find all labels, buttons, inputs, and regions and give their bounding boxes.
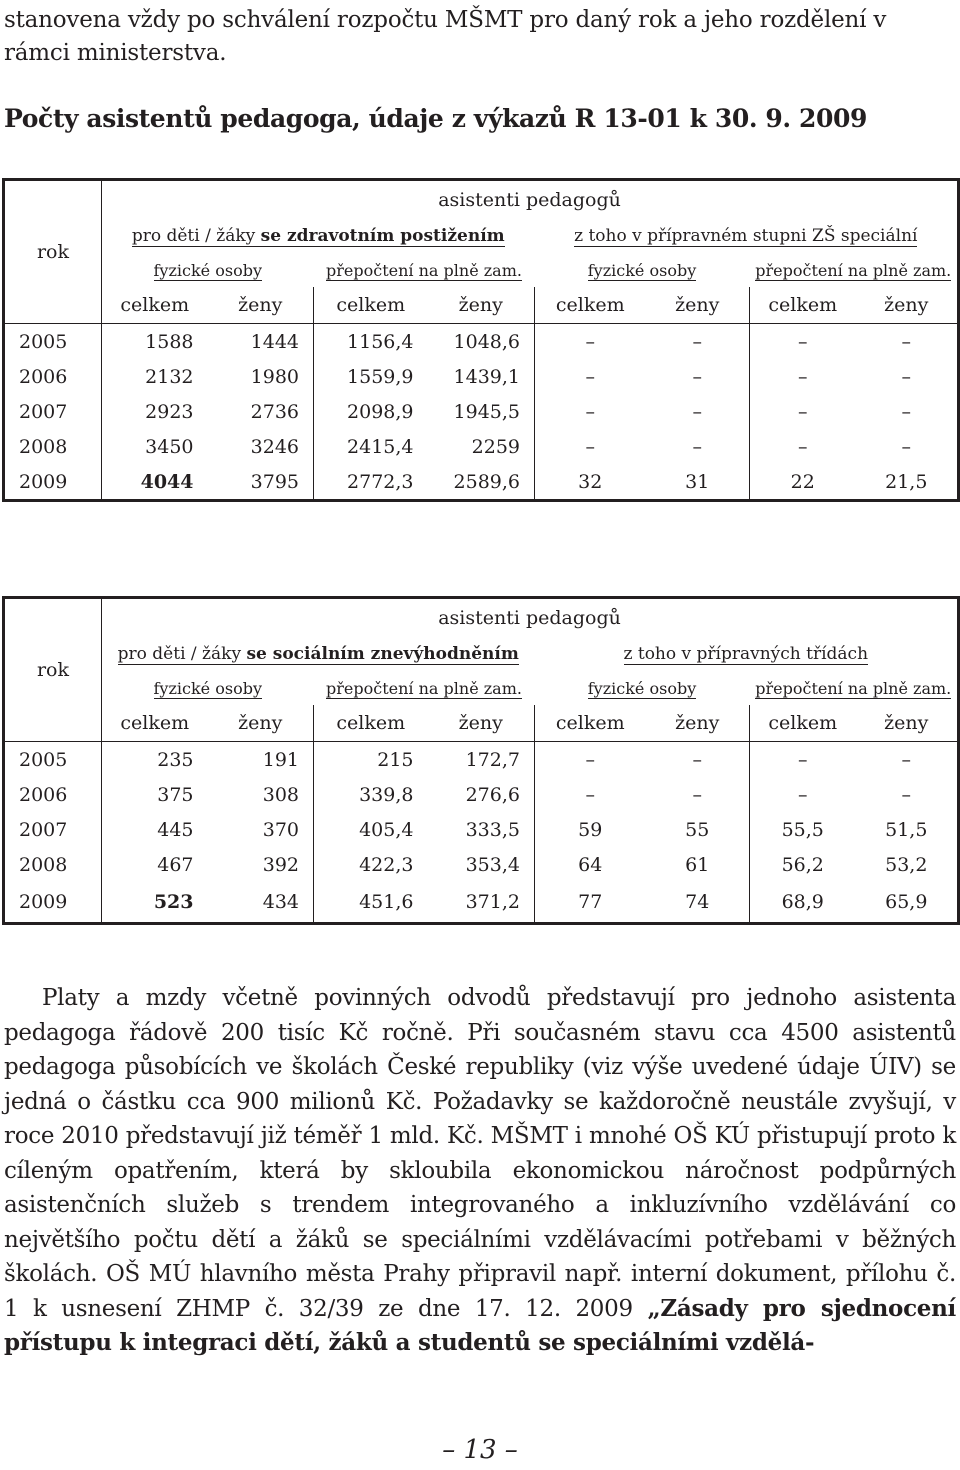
value-cell: – [856,777,959,812]
value-cell: 371,2 [428,882,535,924]
rok-header: rok [4,180,102,324]
table-row [4,812,959,847]
intro-paragraph [4,4,956,70]
subheader-left [102,637,535,671]
rok-header: rok [4,598,102,742]
subheader-left-prefix: pro děti / žáky [131,226,261,246]
intro-text: stanovena vždy po schválení rozpočtu MŠMT pro daný rok a jeho rozdělení v rámci ministerstva. [4,7,887,66]
body-text-main: Platy a mzdy včetně povinných odvodů představují pro jednoho asistenta pedagoga řádově 200 tisíc Kč ročně. Při současném stavu cca 4500 asistentů pedagoga působících ve školách České republiky (viz výše uvedené údaje ÚIV) se jedná o částku cca 900 milionů Kč. Požadavky se každoročně neustále zvyšují, v roce 2010 představují již téměř 1 mld. Kč. MŠMT i mnohé OŠ KÚ přistupují proto k cíleným opatřením, která by skloubila ekonomickou náročnost podpůrných asistenčních služeb s trendem integrovaného a inkluzívního vzdělávání co největšího počtu dětí a žáků se speciálními vzdělávacími potřebami v běžných školách. OŠ MÚ hlavního města Prahy připravil např. interní dokument, přílohu č. 1 k usnesení ZHMP č. 32/39 ze dne 17. 12. 2009 [4,985,956,1322]
value-cell: 308 [208,777,314,812]
value-cell: 53,2 [856,847,959,882]
value-cell: 1048,6 [428,324,535,360]
column-header: celkem [535,705,646,742]
column-header: ženy [856,287,959,324]
subheader-left-bold: se sociálním znevýhodněním [246,644,519,664]
value-cell: 2132 [145,365,194,388]
unit-header: přepočtení na plně zam. [326,678,522,698]
value-cell: – [856,324,959,360]
table-row [4,429,959,464]
value-cell: – [798,365,808,388]
column-header: ženy [428,287,535,324]
value-cell: 1439,1 [428,359,535,394]
value-cell: 55 [646,812,750,847]
value-cell: 22 [750,464,856,501]
value-cell: 2589,6 [428,464,535,501]
table-row [4,847,959,882]
body-paragraph [4,981,956,1361]
value-cell: 59 [578,818,603,841]
value-cell: 31 [646,464,750,501]
subheader-left-prefix: pro děti / žáky [117,644,247,664]
value-cell: 392 [208,847,314,882]
subheader-right: z toho v přípravném stupni ZŠ speciální [535,219,959,253]
value-cell: 405,4 [359,818,414,841]
value-cell: 68,9 [750,882,856,924]
value-cell: – [798,783,808,806]
value-cell: – [646,394,750,429]
year-cell: 2008 [4,847,102,882]
value-cell: 2415,4 [347,435,414,458]
body-text [4,981,956,1361]
unit-header: fyzické osoby [153,260,262,280]
table-health-disability [2,178,960,502]
value-cell: 451,6 [314,882,428,924]
unit-header: fyzické osoby [587,260,697,280]
year-cell: 2009 [4,882,102,924]
value-cell: – [856,394,959,429]
value-cell: 1980 [208,359,314,394]
table-row [4,394,959,429]
column-header: ženy [208,705,314,742]
table-row [4,464,959,501]
value-cell: 32 [535,464,646,501]
value-cell: 276,6 [428,777,535,812]
value-cell: 2259 [428,429,535,464]
unit-header: fyzické osoby [587,678,697,698]
year-cell: 2005 [4,324,102,360]
column-header: ženy [428,705,535,742]
value-cell: – [646,324,750,360]
column-header: ženy [646,705,750,742]
year-cell: 2007 [4,812,102,847]
column-header: celkem [102,705,208,742]
value-cell: 4044 [102,464,208,501]
value-cell: 65,9 [856,882,959,924]
group-header: asistenti pedagogů [102,598,959,638]
subheader-left-bold: se zdravotním postižením [260,226,505,246]
year-cell: 2005 [4,742,102,778]
value-cell: – [798,400,808,423]
value-cell: 467 [157,853,194,876]
value-cell: – [585,783,595,806]
value-cell: 370 [208,812,314,847]
value-cell: – [856,359,959,394]
unit-header: přepočtení na plně zam. [750,253,959,287]
value-cell: 523 [102,882,208,924]
value-cell: 21,5 [856,464,959,501]
column-header: celkem [102,287,208,324]
value-cell: – [798,330,808,353]
value-cell: 375 [157,783,194,806]
value-cell: 3795 [208,464,314,501]
body-text-bold: „Zásady pro sjednocení přístupu k integraci dětí, žáků a studentů se speciálními vzdělá- [4,1294,956,1356]
year-cell: 2007 [4,394,102,429]
value-cell: 1559,9 [347,365,414,388]
column-header: ženy [646,287,750,324]
value-cell: 333,5 [428,812,535,847]
column-header: ženy [856,705,959,742]
column-header: celkem [750,705,856,742]
value-cell: – [585,330,595,353]
value-cell: 56,2 [781,853,824,876]
table-row [4,777,959,812]
value-cell: – [798,435,808,458]
value-cell: 191 [208,742,314,778]
column-header: celkem [314,705,428,742]
value-cell: – [646,742,750,778]
value-cell: – [585,365,595,388]
value-cell: 434 [208,882,314,924]
column-header: celkem [314,287,428,324]
value-cell: 2098,9 [347,400,414,423]
value-cell: – [798,748,808,771]
value-cell: – [856,429,959,464]
column-header: celkem [750,287,856,324]
value-cell: 3246 [208,429,314,464]
value-cell: 74 [646,882,750,924]
subheader-left [102,219,535,253]
value-cell: – [585,400,595,423]
column-header: ženy [208,287,314,324]
section-heading: Počty asistentů pedagoga, údaje z výkazů R 13-01 k 30. 9. 2009 [4,104,868,133]
value-cell: 1945,5 [428,394,535,429]
year-cell: 2009 [4,464,102,501]
table-row [4,882,959,924]
unit-header: fyzické osoby [153,678,262,698]
year-cell: 2008 [4,429,102,464]
value-cell: 1156,4 [347,330,414,353]
value-cell: 215 [377,748,414,771]
value-cell: 3450 [145,435,194,458]
column-header: celkem [535,287,646,324]
value-cell: 172,7 [428,742,535,778]
group-header: asistenti pedagogů [102,180,959,220]
value-cell: 353,4 [428,847,535,882]
value-cell: 2923 [145,400,194,423]
value-cell: 235 [157,748,194,771]
value-cell: – [646,359,750,394]
unit-header: přepočtení na plně zam. [326,260,522,280]
value-cell: – [856,742,959,778]
value-cell: 51,5 [856,812,959,847]
value-cell: 1588 [145,330,194,353]
table-row [4,324,959,360]
year-cell: 2006 [4,777,102,812]
page-number: – 13 – [442,1435,518,1465]
table-row [4,742,959,778]
table-row [4,359,959,394]
value-cell: 61 [646,847,750,882]
value-cell: 2736 [208,394,314,429]
value-cell: 55,5 [781,818,824,841]
subheader-right: z toho v přípravných třídách [535,637,959,671]
value-cell: – [585,748,595,771]
table-social-disadvantage [2,596,960,925]
value-cell: 339,8 [359,783,414,806]
value-cell: 2772,3 [314,464,428,501]
unit-header: přepočtení na plně zam. [750,671,959,705]
value-cell: 64 [578,853,603,876]
value-cell: – [646,429,750,464]
value-cell: – [585,435,595,458]
value-cell: 77 [535,882,646,924]
value-cell: – [646,777,750,812]
value-cell: 422,3 [359,853,414,876]
value-cell: 1444 [208,324,314,360]
year-cell: 2006 [4,359,102,394]
value-cell: 445 [157,818,194,841]
